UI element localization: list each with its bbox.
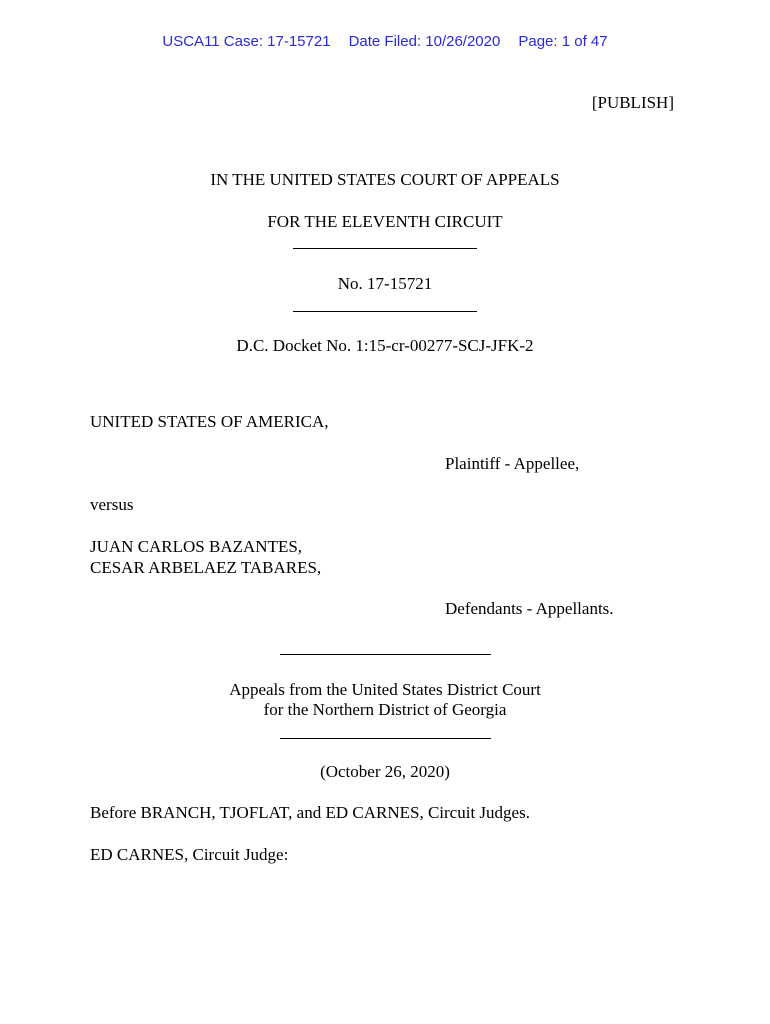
separator-rule bbox=[293, 311, 477, 312]
case-number-stamp: USCA11 Case: 17-15721 bbox=[162, 33, 331, 50]
defendant-name-1: JUAN CARLOS BAZANTES, bbox=[90, 537, 303, 556]
defendant-name-2: CESAR ARBELAEZ TABARES, bbox=[90, 558, 322, 577]
page-count-stamp: Page: 1 of 47 bbox=[518, 33, 608, 50]
court-name-line1: IN THE UNITED STATES COURT OF APPEALS bbox=[210, 170, 560, 189]
plaintiff-name: UNITED STATES OF AMERICA, bbox=[90, 412, 329, 431]
opinion-author: ED CARNES, Circuit Judge: bbox=[90, 845, 289, 864]
separator-rule bbox=[280, 738, 491, 739]
panel-judges: Before BRANCH, TJOFLAT, and ED CARNES, Circuit Judges. bbox=[90, 803, 530, 822]
court-name-line2: FOR THE ELEVENTH CIRCUIT bbox=[267, 212, 503, 231]
appeal-origin-line2: for the Northern District of Georgia bbox=[263, 700, 507, 719]
versus-label: versus bbox=[90, 495, 134, 514]
docket-number: D.C. Docket No. 1:15-cr-00277-SCJ-JFK-2 bbox=[236, 336, 534, 355]
case-number: No. 17-15721 bbox=[337, 274, 433, 293]
defendant-role: Defendants - Appellants. bbox=[445, 599, 614, 618]
date-filed-stamp: Date Filed: 10/26/2020 bbox=[348, 33, 501, 50]
decision-date: (October 26, 2020) bbox=[320, 762, 450, 781]
separator-rule bbox=[293, 248, 477, 249]
publish-tag: [PUBLISH] bbox=[591, 93, 674, 112]
appeal-origin-line1: Appeals from the United States District Court bbox=[229, 680, 541, 699]
plaintiff-role: Plaintiff - Appellee, bbox=[445, 454, 580, 473]
filing-header-stamp bbox=[0, 33, 770, 50]
separator-rule bbox=[280, 654, 491, 655]
